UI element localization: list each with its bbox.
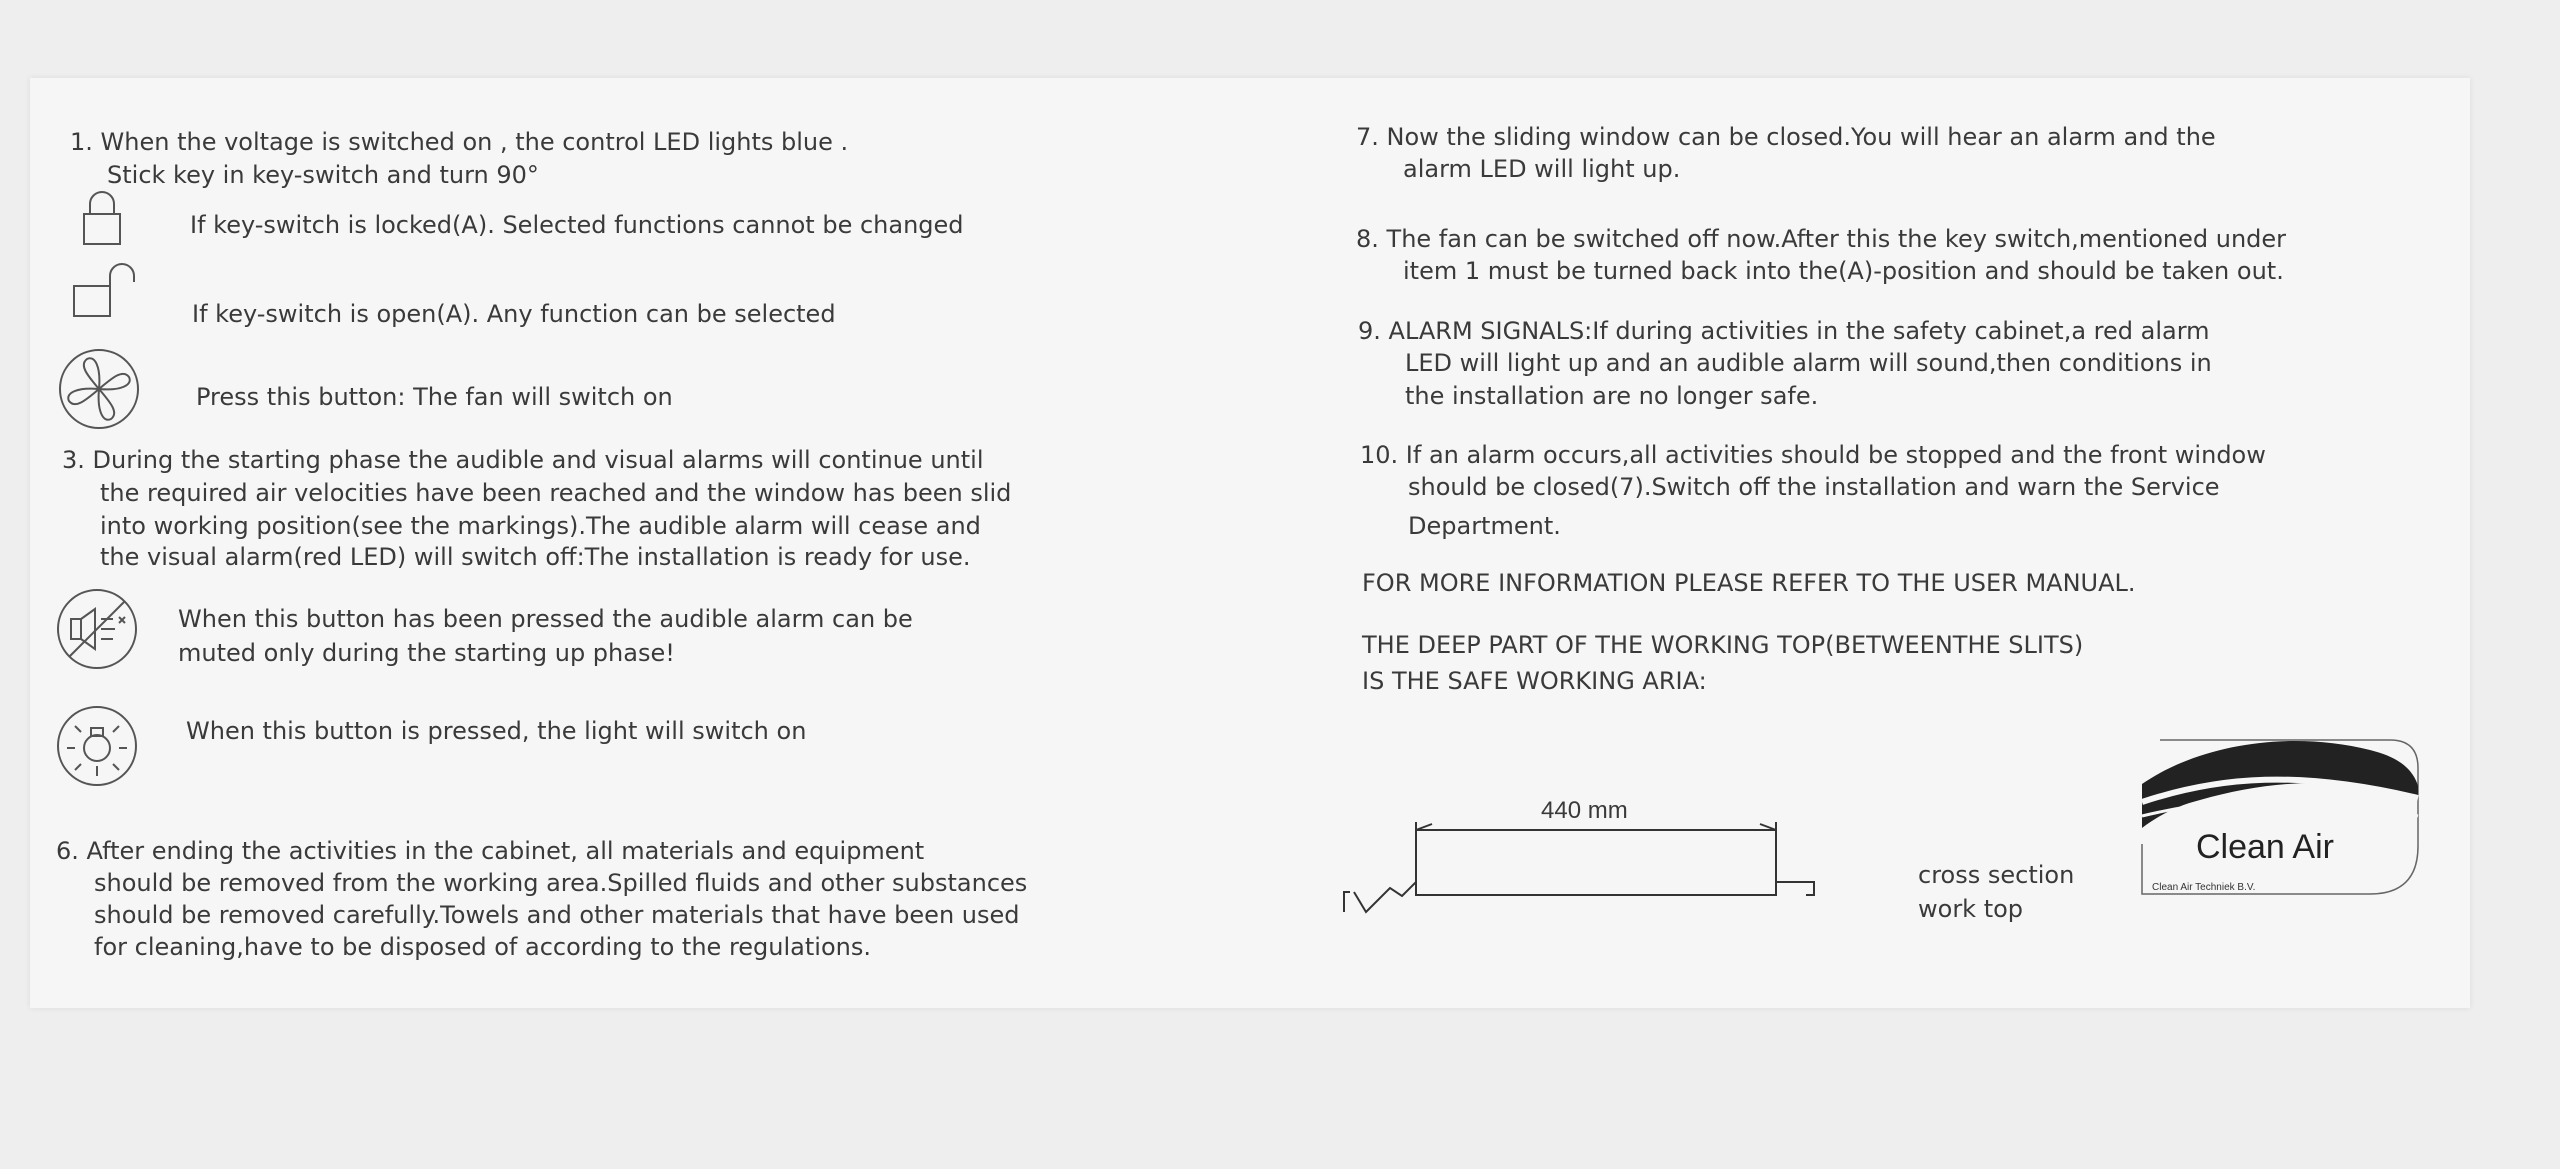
logo-subtitle: Clean Air Techniek B.V. [2152, 882, 2256, 893]
clean-air-logo [2140, 736, 2422, 902]
step-1-line-2: Stick key in key-switch and turn 90° [107, 161, 539, 189]
step-3-line-2: the required air velocities have been reached and the window has been slid [100, 479, 1012, 507]
cross-section-line-2: work top [1918, 895, 2024, 923]
light-description: When this button is pressed, the light will switch on [186, 717, 807, 745]
step-10-line-3: Department. [1408, 512, 1561, 540]
cross-section-line-1: cross section [1918, 861, 2075, 889]
step-3-line-1: 3. During the starting phase the audible and visual alarms will continue until [62, 446, 984, 474]
deep-part-line-2: IS THE SAFE WORKING ARIA: [1362, 667, 1707, 695]
step-8-line-1: 8. The fan can be switched off now.After this the key switch,mentioned under [1356, 225, 2287, 253]
step-7-line-1: 7. Now the sliding window can be closed.You will hear an alarm and the [1356, 123, 2216, 151]
more-info: FOR MORE INFORMATION PLEASE REFER TO THE USER MANUAL. [1362, 569, 2136, 597]
mute-line-2: muted only during the starting up phase! [178, 639, 675, 667]
lock-closed-icon [82, 190, 122, 248]
step-10-line-1: 10. If an alarm occurs,all activities should be stopped and the front window [1360, 441, 2266, 469]
step-6-line-2: should be removed from the working area.Spilled fluids and other substances [94, 869, 1028, 897]
step-9-line-3: the installation are no longer safe. [1405, 382, 1819, 410]
dimension-label: 440 mm [1541, 797, 1628, 824]
lock-open-icon [72, 262, 144, 320]
logo-name: Clean Air [2196, 828, 2334, 866]
step-10-line-2: should be closed(7).Switch off the installation and warn the Service [1408, 473, 2220, 501]
step-3-line-4: the visual alarm(red LED) will switch off:The installation is ready for use. [100, 543, 971, 571]
step-8-line-2: item 1 must be turned back into the(A)-position and should be taken out. [1403, 257, 2284, 285]
deep-part-line-1: THE DEEP PART OF THE WORKING TOP(BETWEENTHE SLITS) [1362, 631, 2084, 659]
fan-icon [57, 347, 141, 431]
locked-description: If key-switch is locked(A). Selected functions cannot be changed [190, 211, 964, 239]
step-6-line-1: 6. After ending the activities in the cabinet, all materials and equipment [56, 837, 925, 865]
step-6-line-3: should be removed carefully.Towels and other materials that have been used [94, 901, 1020, 929]
step-3-line-3: into working position(see the markings).The audible alarm will cease and [100, 512, 981, 540]
alarm-mute-icon [55, 587, 139, 671]
light-icon [55, 704, 139, 788]
step-6-line-4: for cleaning,have to be disposed of according to the regulations. [94, 933, 871, 961]
mute-line-1: When this button has been pressed the audible alarm can be [178, 605, 913, 633]
open-description: If key-switch is open(A). Any function can be selected [192, 300, 836, 328]
step-7-line-2: alarm LED will light up. [1403, 155, 1681, 183]
step-9-line-1: 9. ALARM SIGNALS:If during activities in the safety cabinet,a red alarm [1358, 317, 2210, 345]
step-1-line-1: 1. When the voltage is switched on , the control LED lights blue . [70, 128, 849, 156]
step-9-line-2: LED will light up and an audible alarm will sound,then conditions in [1405, 349, 2212, 377]
fan-description: Press this button: The fan will switch on [196, 383, 673, 411]
